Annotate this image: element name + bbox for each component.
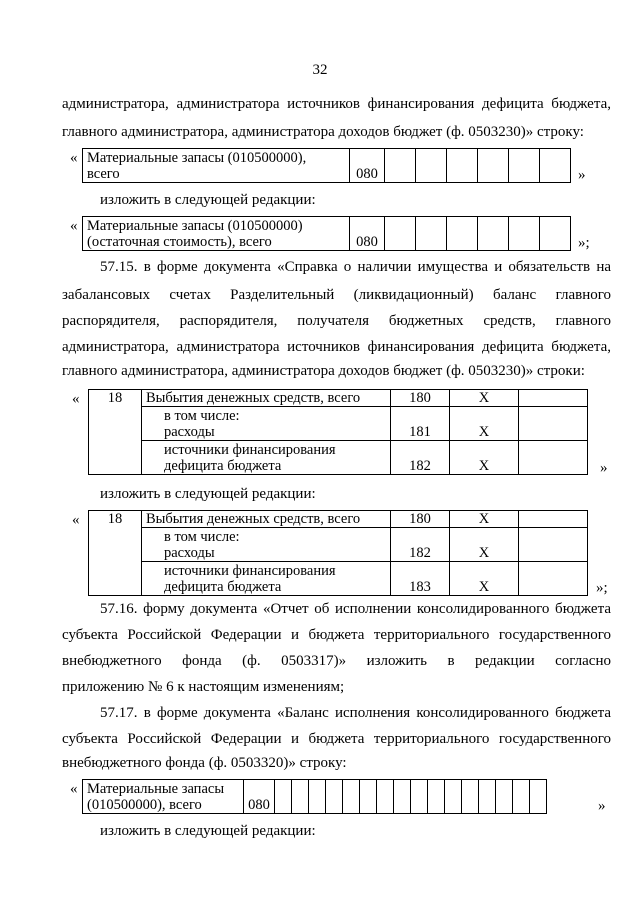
row-name: Выбытия денежных средств, всего bbox=[142, 390, 391, 407]
open-quote: « bbox=[70, 150, 78, 166]
close-quote: » bbox=[600, 460, 608, 476]
text-line: 57.15. в форме документа «Справка о наличии имущества и обязательств на bbox=[100, 259, 611, 275]
row-name: Материальные запасы (010500000) (остаточная стоимость), всего bbox=[83, 217, 350, 251]
text-line: 57.17. в форме документа «Баланс исполнения консолидированного бюджета bbox=[100, 705, 611, 721]
text-line: главного администратора, администратора доходов бюджет (ф. 0503230)» строки: bbox=[62, 363, 585, 379]
row-name: Материальные запасы (010500000), всего bbox=[83, 780, 244, 814]
row-code: 080 bbox=[244, 780, 275, 814]
close-quote: » bbox=[598, 798, 606, 814]
row-name: Материальные запасы (010500000), всего bbox=[83, 149, 350, 183]
open-quote: « bbox=[72, 512, 80, 528]
row-name: источники финансирования дефицита бюджета bbox=[142, 562, 391, 596]
open-quote: « bbox=[70, 781, 78, 797]
row-code: 080 bbox=[350, 217, 385, 251]
text-line: приложению № 6 к настоящим изменениям; bbox=[62, 679, 345, 695]
row-code: 180 bbox=[391, 390, 450, 407]
row-code: 182 bbox=[391, 528, 450, 562]
page-number: 32 bbox=[312, 62, 328, 78]
text-line: внебюджетного фонда (ф. 0503317)» изложить в редакции согласно bbox=[62, 653, 611, 669]
row-code: 182 bbox=[391, 441, 450, 475]
text-line: субъекта Российской Федерации и бюджета территориального государственного bbox=[62, 731, 611, 747]
text-line: изложить в следующей редакции: bbox=[100, 486, 316, 502]
row-code: 180 bbox=[391, 511, 450, 528]
text-line: администратора, администратора источников финансирования дефицита бюджета, bbox=[62, 96, 611, 112]
table-4 bbox=[88, 510, 588, 596]
text-line: внебюджетного фонда (ф. 0503320)» строку: bbox=[62, 755, 347, 771]
close-quote: » bbox=[578, 167, 586, 183]
row-x: X bbox=[450, 528, 519, 562]
table-5 bbox=[82, 779, 547, 814]
table-1 bbox=[82, 148, 571, 183]
row-x: X bbox=[450, 441, 519, 475]
text-line: администратора, администратора источников финансирования дефицита бюджета, bbox=[62, 339, 611, 355]
text-line: изложить в следующей редакции: bbox=[100, 192, 316, 208]
row-code: 183 bbox=[391, 562, 450, 596]
row-x: X bbox=[450, 511, 519, 528]
row-name: в том числе: расходы bbox=[142, 407, 391, 441]
text-line: главного администратора, администратора доходов бюджет (ф. 0503230)» строку: bbox=[62, 124, 584, 140]
row-number: 18 bbox=[89, 390, 142, 475]
row-name: источники финансирования дефицита бюджета bbox=[142, 441, 391, 475]
text-line: субъекта Российской Федерации и бюджета территориального государственного bbox=[62, 627, 611, 643]
text-line: забалансовых счетах Разделительный (ликвидационный) баланс главного bbox=[62, 287, 611, 303]
table-2 bbox=[82, 216, 571, 251]
open-quote: « bbox=[70, 218, 78, 234]
row-name: Выбытия денежных средств, всего bbox=[142, 511, 391, 528]
row-x: X bbox=[450, 562, 519, 596]
row-name: в том числе: расходы bbox=[142, 528, 391, 562]
row-code: 080 bbox=[350, 149, 385, 183]
table-3 bbox=[88, 389, 588, 475]
text-line: изложить в следующей редакции: bbox=[100, 823, 316, 839]
row-x: X bbox=[450, 407, 519, 441]
row-code: 181 bbox=[391, 407, 450, 441]
text-line: распорядителя, распорядителя, получателя бюджетных средств, главного bbox=[62, 313, 611, 329]
close-quote: »; bbox=[596, 580, 608, 596]
open-quote: « bbox=[72, 391, 80, 407]
row-number: 18 bbox=[89, 511, 142, 596]
text-line: 57.16. форму документа «Отчет об исполнении консолидированного бюджета bbox=[100, 601, 611, 617]
row-x: X bbox=[450, 390, 519, 407]
close-quote: »; bbox=[578, 235, 590, 251]
